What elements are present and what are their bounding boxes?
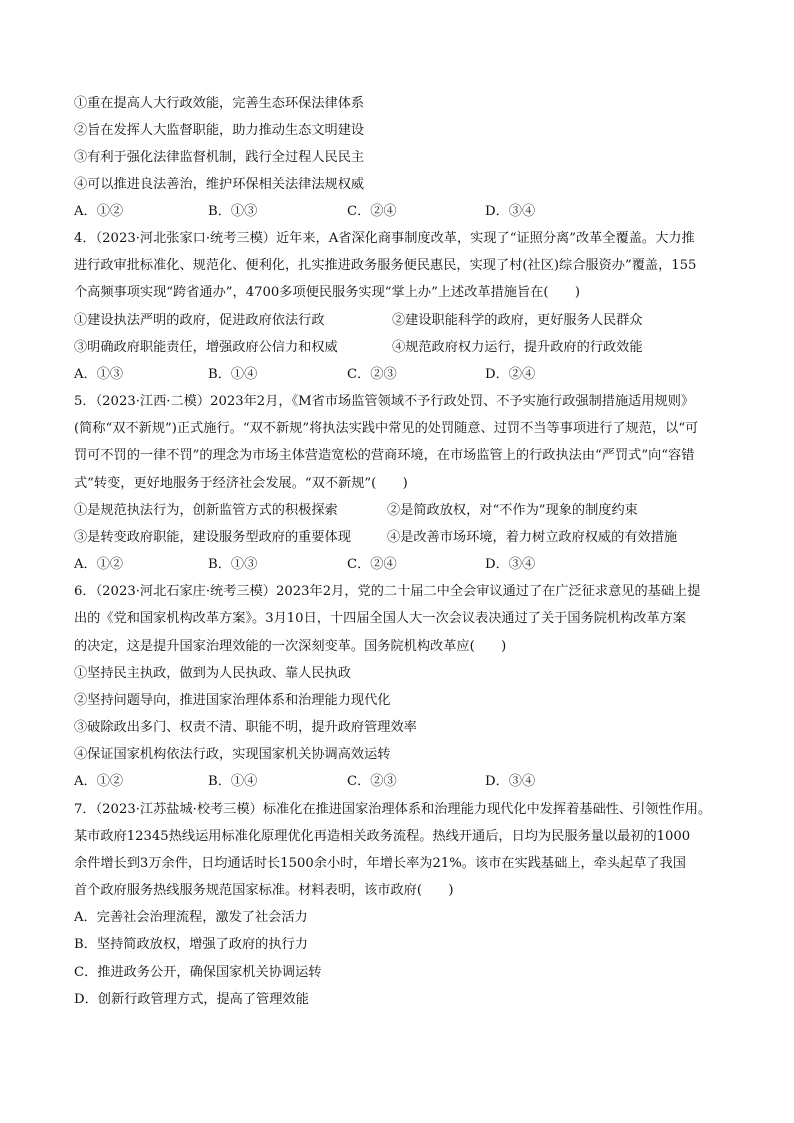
q3-choice-b[interactable]: B．①③ bbox=[208, 204, 258, 219]
q5-stem-line-1 bbox=[74, 392, 694, 412]
q4-option-2: ②建设职能科学的政府，更好服务人民群众 bbox=[392, 313, 643, 328]
q7-option-b[interactable]: B．坚持简政放权，增强了政府的执行力 bbox=[74, 937, 308, 952]
q6-choice-b[interactable]: B．①④ bbox=[208, 774, 258, 789]
q5-stem-line-2: (简称“双不新规”)正式施行。“双不新规”将执法实践中常见的处罚随意、过罚不当等事项进行了规范，以“可 bbox=[74, 421, 699, 436]
q5-stem-line-4: 式”转变，更好地服务于经济社会发展。“双不新规”( ) bbox=[74, 476, 408, 491]
q5-number: 5． bbox=[74, 394, 96, 409]
q4-number: 4． bbox=[74, 231, 96, 246]
q4-stem-line-1 bbox=[74, 229, 695, 249]
q4-option-4: ④规范政府权力运行，提升政府的行政效能 bbox=[392, 340, 643, 355]
q6-choice-d[interactable]: D．③④ bbox=[485, 774, 536, 789]
q3-option-3: ③有利于强化法律监督机制，践行全过程人民民主 bbox=[74, 150, 365, 165]
q5-option-3: ③是转变政府职能，建设服务型政府的重要体现 bbox=[74, 530, 351, 545]
q5-stem-text-1: 2023年2月，《M省市场监管领域不予行政处罚、不予实施行政强制措施适用规则》 bbox=[210, 394, 695, 409]
q6-number: 6． bbox=[74, 584, 96, 599]
q7-stem-text-1: 标准化在推进国家治理体系和治理能力现代化中发挥着基础性、引领性作用。 bbox=[262, 802, 712, 817]
q6-stem-line-3: 的决定，这是提升国家治理效能的一次深刻变革。国务院机构改革应( ) bbox=[74, 639, 507, 654]
q5-choice-c[interactable]: C．②④ bbox=[347, 557, 397, 572]
q6-option-1: ①坚持民主执政，做到为人民执政、靠人民执政 bbox=[74, 666, 351, 681]
q7-stem-line-3: 余件增长到3万余件，日均通话时长1500余小时，年增长率为21%。该市在实践基础上，牵头起草了我国 bbox=[74, 856, 686, 871]
q6-stem-line-1 bbox=[74, 582, 700, 602]
q3-option-4: ④可以推进良法善治，维护环保相关法律法规权威 bbox=[74, 177, 365, 192]
q5-stem-line-3: 罚可不罚的一律不罚”的理念为市场主体营造宽松的营商环境，在市场监管上的行政执法由“严罚式”向“容错 bbox=[74, 448, 695, 463]
q5-option-1: ①是规范执法行为，创新监管方式的积极探索 bbox=[74, 503, 338, 518]
q4-choice-d[interactable]: D．②④ bbox=[485, 367, 536, 382]
q3-option-1: ①重在提高人大行政效能，完善生态环保法律体系 bbox=[74, 96, 365, 111]
q6-choice-c[interactable]: C．②③ bbox=[347, 774, 397, 789]
q6-choice-a[interactable]: A．①② bbox=[74, 774, 124, 789]
q5-choice-b[interactable]: B．①③ bbox=[208, 557, 258, 572]
q7-option-a[interactable]: A．完善社会治理流程，激发了社会活力 bbox=[74, 910, 308, 925]
q4-stem-line-2: 进行政审批标准化、规范化、便利化，扎实推进政务服务便民惠民，实现了村(社区)综合服资办”覆盖，155 bbox=[74, 258, 697, 273]
q7-option-d[interactable]: D．创新行政管理方式，提高了管理效能 bbox=[74, 992, 309, 1007]
q5-choice-d[interactable]: D．③④ bbox=[485, 557, 536, 572]
q5-option-2: ②是简政放权，对“不作为”现象的制度约束 bbox=[387, 503, 638, 518]
q6-stem-line-2: 出的《党和国家机构改革方案》。3月10日，十四届全国人大一次会议表决通过了关于国务院机构改革方案 bbox=[74, 611, 687, 626]
q5-choice-a[interactable]: A．①② bbox=[74, 557, 124, 572]
q7-stem-line-2: 某市政府12345热线运用标准化原理优化再造相关政务流程。热线开通后，日均为民服务量以最初的1000 bbox=[74, 829, 691, 844]
q7-stem-line-4: 首个政府服务热线服务规范国家标准。材料表明，该市政府( ) bbox=[74, 883, 454, 898]
q4-stem-text-1: 近年来，A省深化商事制度改革，实现了“证照分离”改革全覆盖。大力推 bbox=[276, 231, 695, 246]
q3-choice-c[interactable]: C．②④ bbox=[347, 204, 397, 219]
q5-source: （2023·江西·二模） bbox=[95, 394, 211, 409]
q6-option-2: ②坚持问题导向，推进国家治理体系和治理能力现代化 bbox=[74, 693, 391, 708]
q4-source: （2023·河北张家口·统考三模） bbox=[95, 231, 276, 246]
q3-option-2: ②旨在发挥人大监督职能，助力推动生态文明建设 bbox=[74, 123, 365, 138]
q4-choice-a[interactable]: A．①③ bbox=[74, 367, 124, 382]
q4-stem-line-3: 个高频事项实现“跨省通办”，4700多项便民服务实现“掌上办”上述改革措施旨在( ) bbox=[74, 285, 581, 300]
q4-option-3: ③明确政府职能责任，增强政府公信力和权威 bbox=[74, 340, 338, 355]
q3-choice-a[interactable]: A．①② bbox=[74, 204, 124, 219]
q6-option-4: ④保证国家机构依法行政，实现国家机关协调高效运转 bbox=[74, 747, 391, 762]
q7-option-c[interactable]: C．推进政务公开，确保国家机关协调运转 bbox=[74, 965, 322, 980]
q7-stem-line-1 bbox=[74, 800, 711, 820]
q7-source: （2023·江苏盐城·校考三模） bbox=[95, 802, 263, 817]
q3-choice-d[interactable]: D．③④ bbox=[485, 204, 536, 219]
q6-option-3: ③破除政出多门、权责不清、职能不明，提升政府管理效率 bbox=[74, 720, 417, 735]
q6-stem-text-1: 2023年2月，党的二十届二中全会审议通过了在广泛征求意见的基础上提 bbox=[276, 584, 701, 599]
q4-option-1: ①建设执法严明的政府，促进政府依法行政 bbox=[74, 313, 325, 328]
q4-choice-c[interactable]: C．②③ bbox=[347, 367, 397, 382]
q7-number: 7． bbox=[74, 802, 96, 817]
q4-choice-b[interactable]: B．①④ bbox=[208, 367, 258, 382]
q6-source: （2023·河北石家庄·统考三模） bbox=[95, 584, 276, 599]
q5-option-4: ④是改善市场环境，着力树立政府权威的有效措施 bbox=[387, 530, 678, 545]
